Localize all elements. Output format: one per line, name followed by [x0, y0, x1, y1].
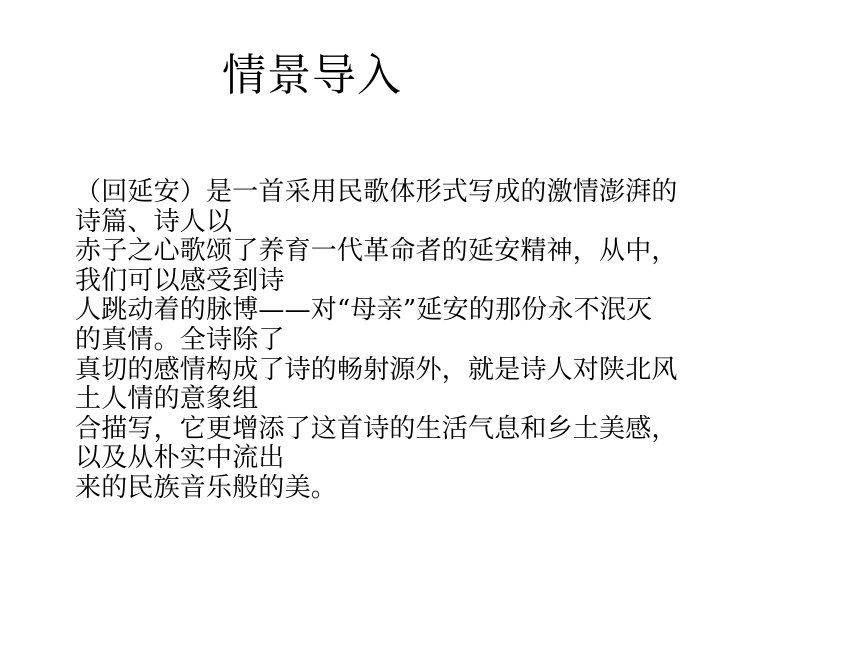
body-line: 土人情的意象组: [75, 384, 259, 415]
body-line: 的真情。全诗除了: [75, 324, 285, 355]
body-line: 人跳动着的脉博——对“母亲”延安的那份永不泯灭: [75, 295, 653, 326]
body-line: 以及从朴实中流出: [75, 443, 285, 474]
body-line: 我们可以感受到诗: [75, 265, 285, 296]
slide-title: 情景导入: [222, 50, 402, 101]
body-line: （回延安）是一首采用民歌体形式写成的激情澎湃的: [75, 177, 678, 207]
body-line: 合描写，它更增添了这首诗的生活气息和乡土美感，: [75, 413, 678, 444]
body-line: 来的民族音乐般的美。: [75, 472, 338, 503]
body-line: 真切的感情构成了诗的畅射源外，就是诗人对陕北风: [75, 354, 678, 385]
slide-body-text: [75, 178, 775, 504]
body-line: 诗篇、诗人以: [75, 206, 233, 237]
body-line: 赤子之心歌颂了养育一代革命者的延安精神，从中，: [75, 236, 678, 267]
